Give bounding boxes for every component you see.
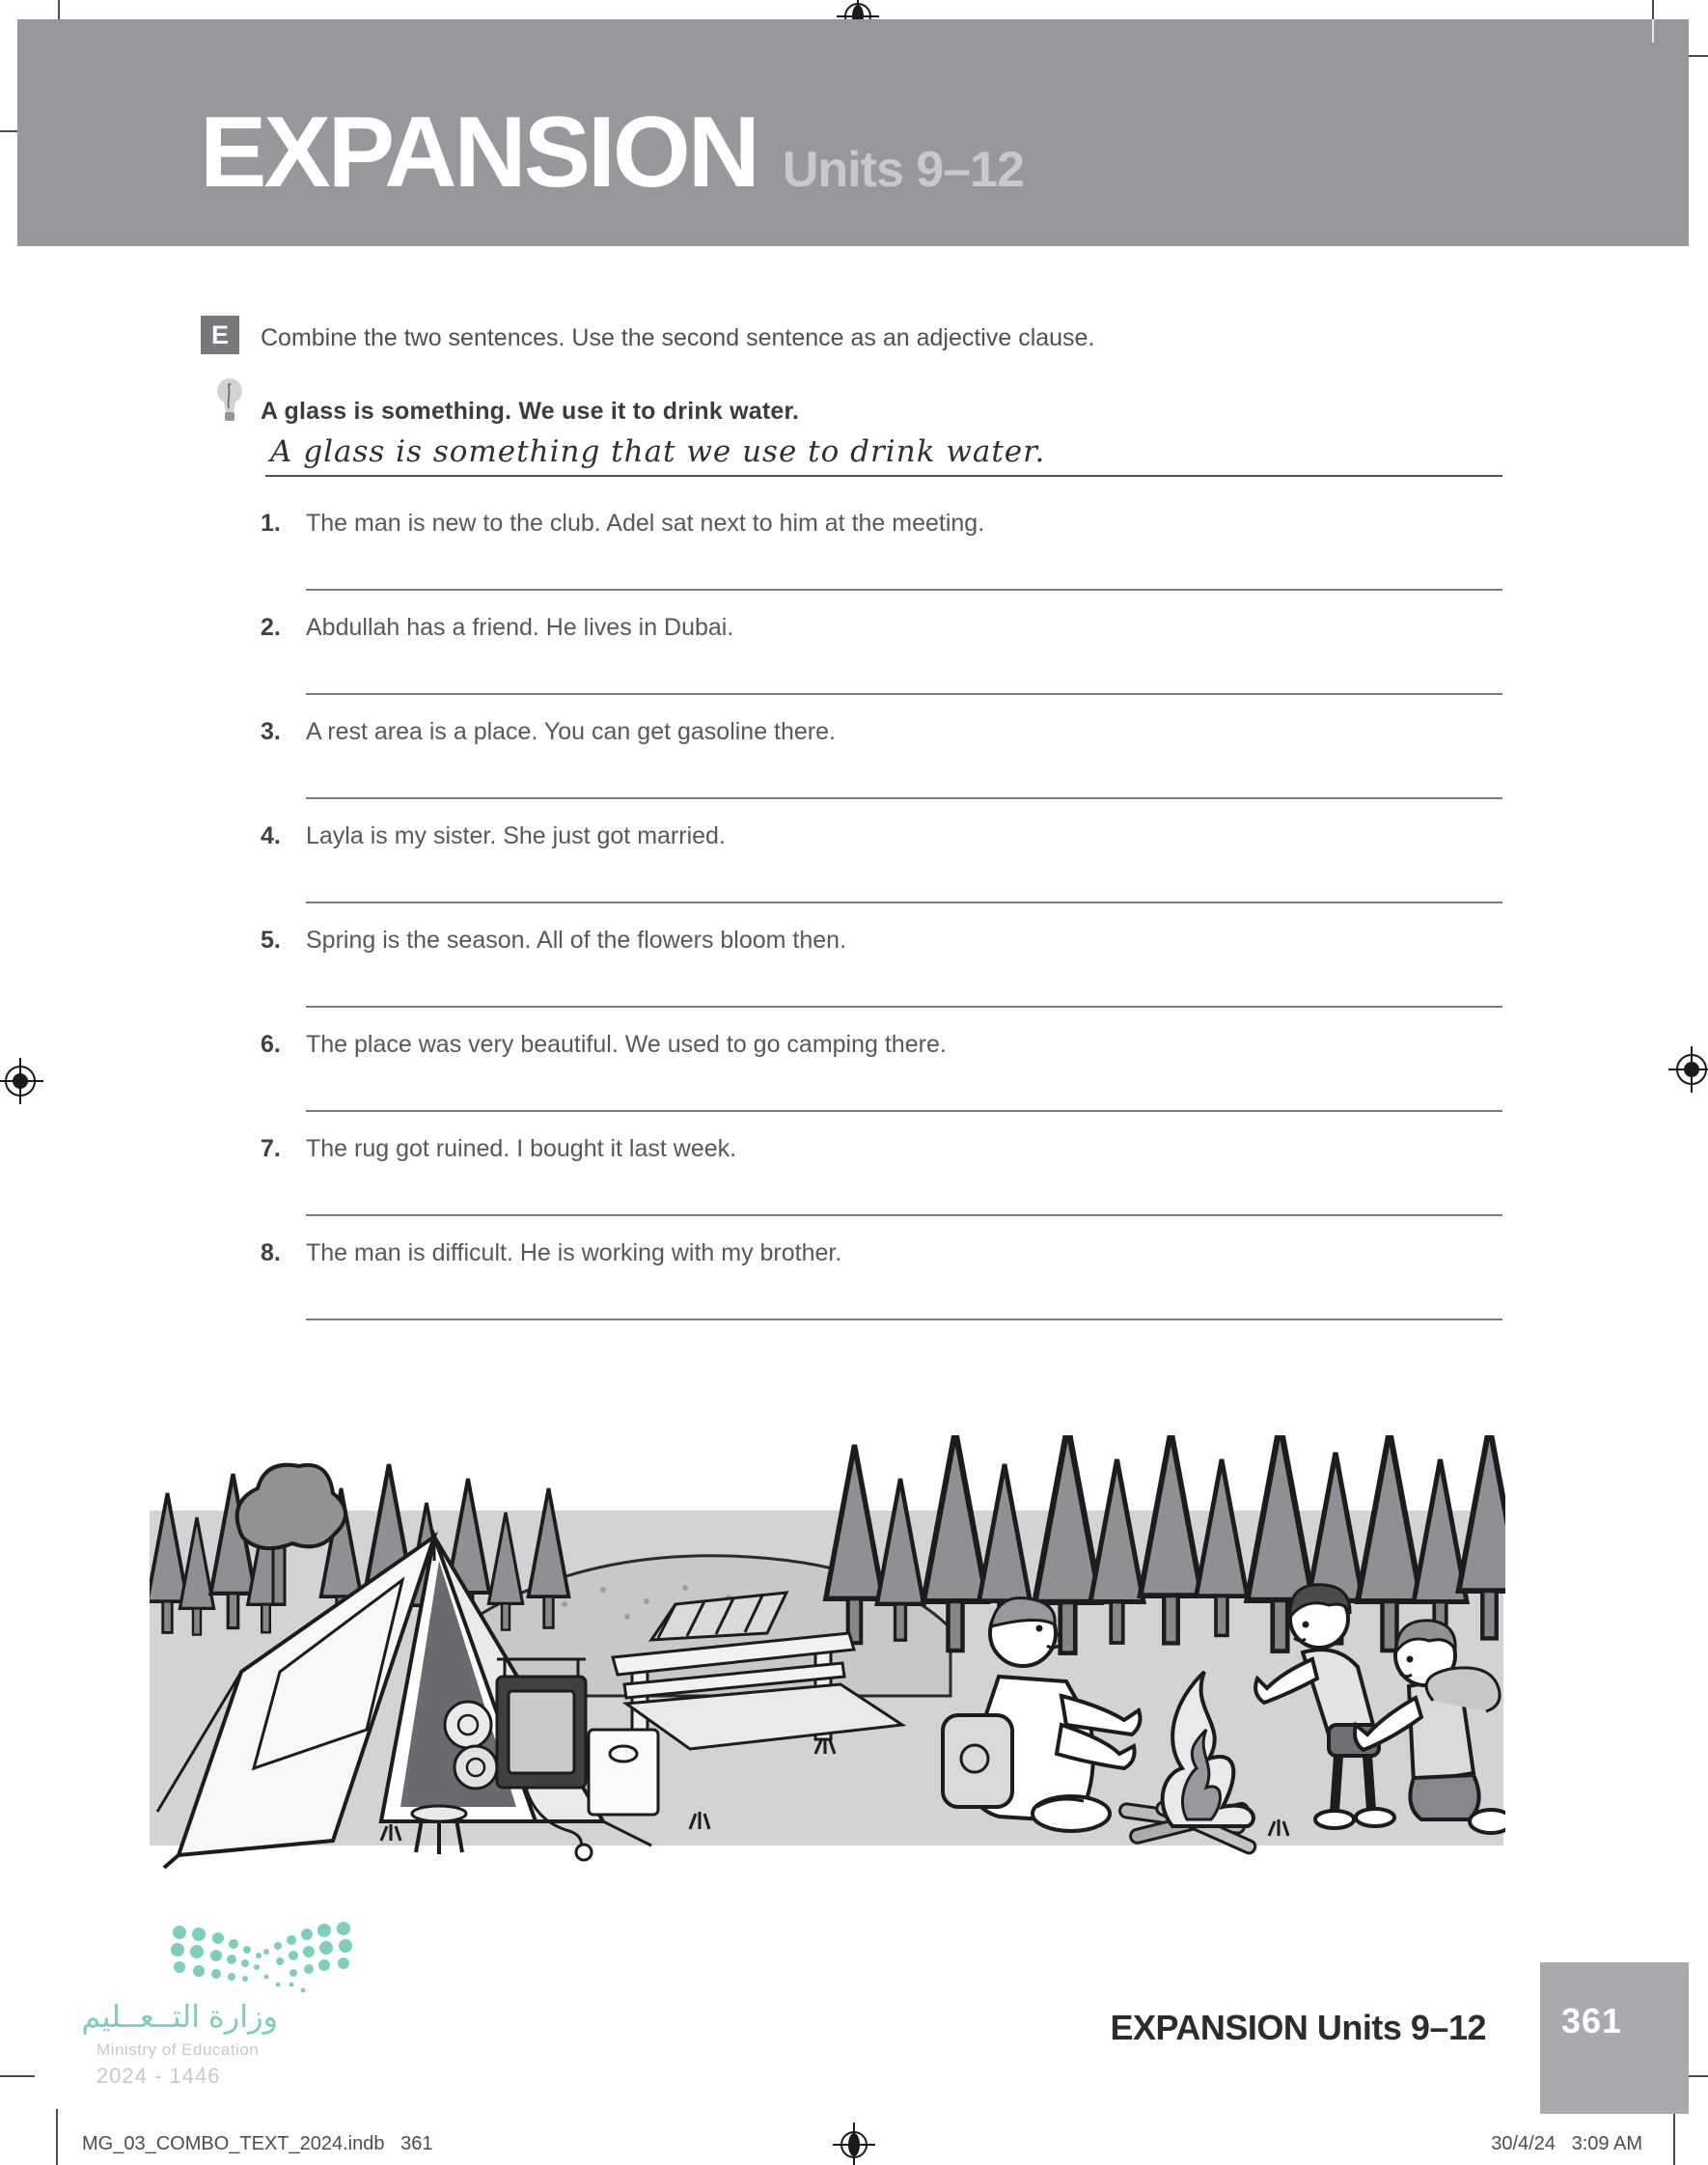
logo-years-text: 2024 - 1446 — [96, 2064, 221, 2088]
answer-blank-line — [306, 902, 1502, 903]
item-number: 7. — [261, 1135, 281, 1162]
answer-blank-line — [306, 1214, 1502, 1216]
camping-illustration — [150, 1435, 1505, 1870]
crop-mark-banner-notch — [1652, 19, 1654, 42]
answer-blank-line — [306, 589, 1502, 591]
item-number: 6. — [261, 1031, 281, 1058]
crop-mark-bottom-left-h — [0, 2075, 35, 2077]
print-slug-filename: MG_03_COMBO_TEXT_2024.indb 361 — [82, 2133, 433, 2154]
item-text: The man is new to the club. Adel sat next to him at the meeting. — [306, 510, 985, 537]
item-text: Spring is the season. All of the flowers bloom then. — [306, 927, 847, 954]
registration-mark-bottom-icon — [833, 2123, 875, 2165]
item-text: Abdullah has a friend. He lives in Dubai. — [306, 614, 734, 641]
exercise-letter: E — [210, 319, 229, 349]
example-answer-line — [265, 475, 1502, 477]
page-number-tab — [1540, 1962, 1689, 2114]
exercise-letter-box — [201, 316, 239, 354]
ministry-of-education-logo — [81, 1921, 384, 2090]
item-number: 5. — [261, 927, 281, 954]
example-prompt: A glass is something. We use it to drink water. — [261, 398, 800, 425]
answer-blank-line — [306, 1318, 1502, 1320]
item-number: 8. — [261, 1239, 281, 1266]
item-text: The man is difficult. He is working with my brother. — [306, 1239, 842, 1266]
page-title: EXPANSION — [200, 97, 758, 208]
logo-arabic-text: وزارة التــعــليم — [81, 1999, 278, 2034]
crop-mark-top-right-v — [1652, 0, 1654, 19]
example-answer-handwritten: A glass is something that we use to drink water. — [270, 434, 1046, 469]
answer-blank-line — [306, 797, 1502, 799]
logo-english-text: Ministry of Education — [96, 2040, 260, 2059]
item-text: Layla is my sister. She just got married. — [306, 822, 726, 849]
crop-mark-bottom-right-v — [1673, 2109, 1675, 2165]
registration-mark-left-icon — [0, 1058, 43, 1104]
answer-blank-line — [306, 1110, 1502, 1112]
item-text: A rest area is a place. You can get gasoline there. — [306, 718, 836, 745]
item-number: 2. — [261, 614, 281, 641]
item-number: 3. — [261, 718, 281, 745]
answer-blank-line — [306, 693, 1502, 695]
logo-dots-icon — [170, 1921, 353, 1998]
answer-blank-line — [306, 1006, 1502, 1008]
item-text: The place was very beautiful. We used to go camping there. — [306, 1031, 947, 1058]
page-subtitle: Units 9–12 — [782, 142, 1024, 198]
lightbulb-icon — [216, 377, 243, 428]
crop-mark-bottom-left-v — [56, 2109, 58, 2165]
item-text: The rug got ruined. I bought it last week. — [306, 1135, 737, 1162]
header-banner — [17, 19, 1689, 246]
footer-section-title: EXPANSION Units 9–12 — [1110, 2008, 1486, 2047]
exercise-instruction: Combine the two sentences. Use the second sentence as an adjective clause. — [261, 324, 1095, 351]
item-number: 1. — [261, 510, 281, 537]
print-slug-timestamp: 30/4/24 3:09 AM — [1491, 2133, 1642, 2154]
item-number: 4. — [261, 822, 281, 849]
registration-mark-right-icon — [1668, 1046, 1708, 1093]
page-number: 361 — [1561, 2001, 1623, 2040]
